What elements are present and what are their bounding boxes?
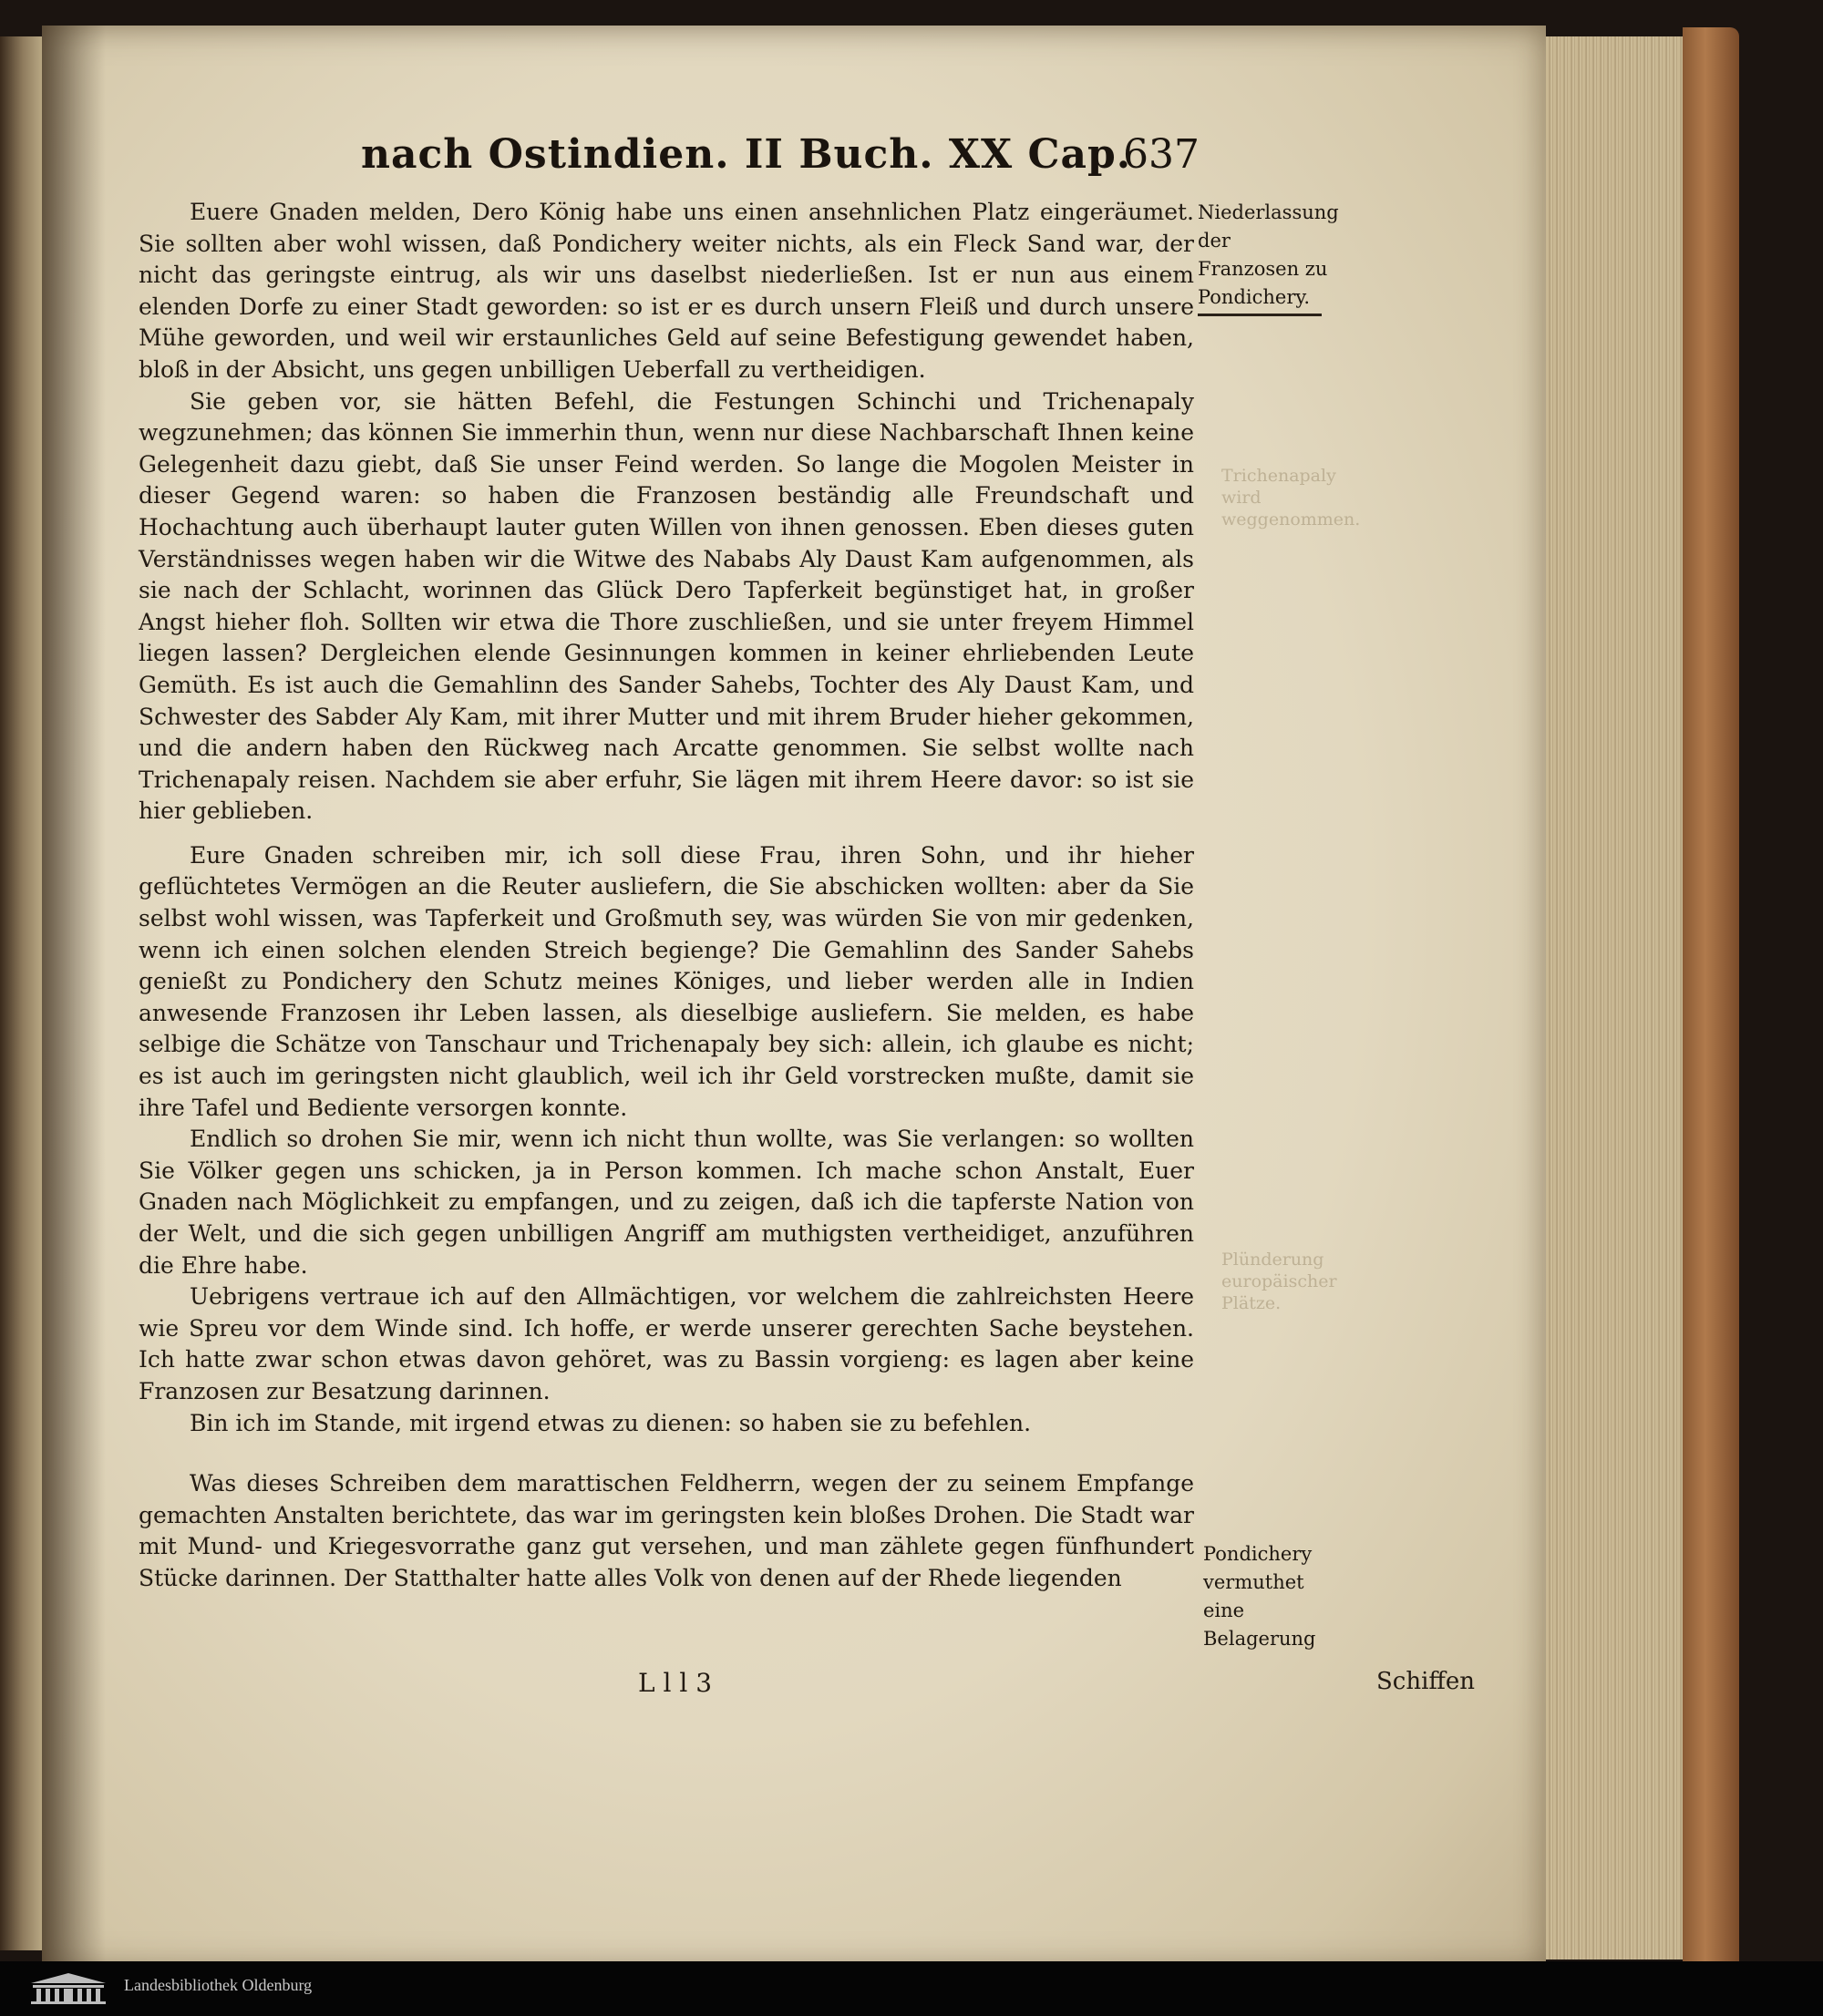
bleed-through-text: Trichenapaly wird weggenommen. — [1221, 466, 1361, 530]
paragraph: Bin ich im Stande, mit irgend etwas zu dienen: so haben sie zu befehlen. — [190, 1409, 1032, 1436]
book-cover-edge — [1683, 27, 1739, 1978]
library-logo-icon — [26, 1970, 111, 2005]
running-title: nach Ostindien. II Buch. XX Cap. — [361, 131, 1132, 178]
margin-note-text: Pondichery vermuthet eine Belagerung — [1203, 1543, 1316, 1650]
catchword: Schiffen — [1375, 1668, 1475, 1695]
paragraph: Endlich so drohen Sie mir, wenn ich nicht thun wollte, was Sie verlangen: so wollten Sie Völker gegen uns schicken, ja in Person kommen. Ich mache schon Anstalt, Euer Gnaden nach Möglichkeit zu empfangen, und zu zeigen, daß ich die tapferste Nation von der Welt, und die sich gegen unbilligen Angriff am muthigsten vertheidiget, anzuführen die Ehre habe. — [139, 1126, 1194, 1279]
page-edges — [1546, 36, 1683, 1959]
paragraph: Uebrigens vertraue ich auf den Allmächtigen, vor welchem die zahlreichsten Heere wie Spreu vor dem Winde sind. Ich hoffe, er werde unserer gerechten Sache beystehen. Ich hatte zwar schon etwas davon gehöret, was zu Bassin vorgieng: es lagen aber keine Franzosen zur Besatzung darinnen. — [139, 1283, 1194, 1404]
library-name: Landesbibliothek Oldenburg — [124, 1976, 313, 1994]
paragraph: Sie geben vor, sie hätten Befehl, die Festungen Schinchi und Trichenapaly wegzunehmen; das können Sie immerhin thun, wenn nur diese Nachbarschaft Ihnen keine Gelegenheit dazu giebt, daß Sie unser Feind werden. So lange die Mogolen Meister in dieser Gegend waren: so haben die Franzosen beständig alle Freundschaft und Hochachtung auch überhaupt lauter guten Willen von ihnen genossen. Eben dieses guten Verständnisses wegen haben wir die Witwe des Nababs Aly Daust Kam aufgenommen, als sie nach der Schlacht, worinnen das Glück Dero Tapferkeit begünstiget hat, in großer Angst hieher floh. Sollten wir etwa die Thore zuschließen, und sie unter freyem Himmel liegen lassen? Dergleichen elende Gesinnungen kommen in keiner ehrliebenden Leute Gemüth. Es ist auch die Gemahlinn des Sander Sahebs, Tochter des Aly Daust Kam, und Schwester des Sabder Aly Kam, mit ihrer Mutter und mit ihrem Bruder hieher gekommen, und die andern haben den Rückweg nach Arcatte genommen. Sie selbst wollte nach Trichenapaly reisen. Nachdem sie aber erfuhr, Sie lägen mit ihrem Heere davor: so ist sie hier geblieben. — [139, 387, 1194, 825]
paragraph: Euere Gnaden melden, Dero König habe uns einen ansehnlichen Platz eingeräumet. Sie sollten aber wohl wissen, daß Pondichery weiter nichts, als ein Fleck Sand war, der nicht das geringste eintrug, als wir uns daselbst niederließen. Ist er nun aus einem elenden Dorfe zu einer Stadt geworden: so ist er es durch unsern Fleiß und durch unsere Mühe geworden, und weil wir erstaunliches Geld auf seine Befestigung gewendet haben, bloß in der Absicht, uns gegen unbilligen Ueberfall zu vertheidigen. — [139, 199, 1194, 383]
gutter-shadow — [42, 26, 106, 1971]
margin-note-settlement — [1198, 199, 1339, 316]
paragraph: Was dieses Schreiben dem marattischen Feldherrn, wegen der zu seinem Empfange gemachten Anstalten berichtete, das war im geringsten kein bloßes Drohen. Die Stadt war mit Mund- und Kriegesvorrathe ganz gut versehen, und man zählete gegen fünfhundert Stücke darinnen. Der Statthalter hatte alles Volk von denen auf der Rhede liegenden — [139, 1470, 1194, 1591]
library-footer — [0, 1961, 1823, 2016]
bleed-through-text: Plünderung europäischer Plätze. — [1221, 1250, 1337, 1313]
margin-note-rule — [1198, 314, 1322, 316]
paragraph: Eure Gnaden schreiben mir, ich soll diese Frau, ihren Sohn, und ihr hieher geflüchtetes Vermögen an die Reuter ausliefern, die Sie abschicken wollten: aber da Sie selbst wohl wissen, was Tapferkeit und Großmuth sey, was würden Sie von mir gedenken, wenn ich einen solchen elenden Streich begienge? Die Gemahlinn des Sander Sahebs genießt zu Pondichery den Schutz meines Königes, und lieber werden alle in Indien anwesende Franzosen ihr Leben lassen, als dieselbige ausliefern. Sie melden, es habe selbige die Schätze von Tanschaur und Trichenapaly bey sich: allein, ich glaube es nicht; es ist auch im geringsten nicht glaublich, weil ich ihr Geld vorstrecken mußte, damit sie ihre Tafel und Bediente versorgen konnte. — [139, 841, 1194, 1121]
left-page-edge — [0, 36, 42, 1950]
body-text — [139, 197, 1194, 1595]
page-header — [361, 131, 1200, 186]
page-number: 637 — [1123, 131, 1200, 178]
margin-note-siege — [1203, 1540, 1340, 1653]
signature-mark: L l l 3 — [638, 1668, 713, 1698]
margin-note-text: Niederlassung der Franzosen zu Pondichery. — [1198, 201, 1339, 308]
